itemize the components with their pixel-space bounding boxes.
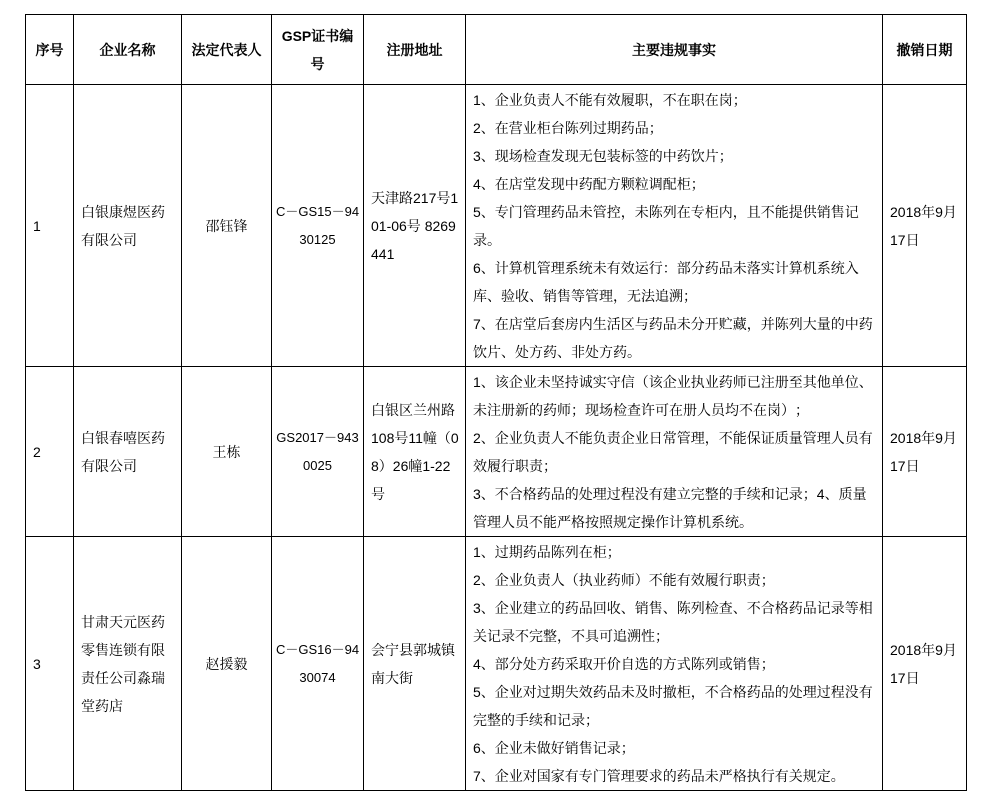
violations-list <box>473 368 877 536</box>
cell-violations <box>466 537 882 790</box>
gsp-certificate-number-text: C－GS16－9430074 <box>275 641 360 685</box>
header-label: 序号 <box>35 41 64 58</box>
violation-item: 2、企业负责人不能负责企业日常管理，不能保证质量管理人员有效履行职责； <box>473 429 873 474</box>
revocation-date-text: 2018年9月17日 <box>890 203 957 248</box>
cell-index <box>26 367 73 536</box>
registered-address-text: 白银区兰州路108号11幢（08）26幢1-22号 <box>371 401 459 502</box>
cell-violations <box>466 85 882 366</box>
violations-list <box>473 86 877 366</box>
header-registered-address <box>364 15 465 84</box>
table-row <box>26 85 966 366</box>
row-index-text: 2 <box>33 443 41 460</box>
cell-legal-representative <box>182 367 271 536</box>
header-label: 注册地址 <box>386 41 443 58</box>
header-index <box>26 15 73 84</box>
revocation-date-text: 2018年9月17日 <box>890 429 957 474</box>
header-label: 法定代表人 <box>191 41 262 58</box>
violation-item: 1、企业负责人不能有效履职，不在职在岗； <box>473 91 747 108</box>
violation-item: 1、该企业未坚持诚实守信（该企业执业药师已注册至其他单位、未注册新的药师；现场检查许可在册人员均不在岗）； <box>473 373 873 418</box>
cell-legal-representative <box>182 537 271 790</box>
company-name-text: 白银康煜医药有限公司 <box>81 203 165 248</box>
cell-index <box>26 537 73 790</box>
cell-registered-address <box>364 537 465 790</box>
cell-legal-representative <box>182 85 271 366</box>
cell-index <box>26 85 73 366</box>
header-legal-representative <box>182 15 271 84</box>
gsp-certificate-number-text: GS2017－9430025 <box>276 429 359 473</box>
table-header-row <box>26 15 966 84</box>
header-label: 企业名称 <box>99 41 156 58</box>
header-violations <box>466 15 882 84</box>
violation-item: 7、企业对国家有专门管理要求的药品未严格执行有关规定。 <box>473 767 845 784</box>
cell-gsp-certificate-number <box>272 85 363 366</box>
table-row <box>26 367 966 536</box>
gsp-certificate-number-text: C－GS15－9430125 <box>275 203 360 247</box>
header-revocation-date <box>883 15 966 84</box>
cell-violations <box>466 367 882 536</box>
violation-item: 4、在店堂发现中药配方颗粒调配柜； <box>473 175 705 192</box>
cell-registered-address <box>364 85 465 366</box>
violation-item: 2、企业负责人（执业药师）不能有效履行职责； <box>473 571 775 588</box>
table-row <box>26 537 966 790</box>
row-index-text: 1 <box>33 217 41 234</box>
header-gsp-certificate-number <box>272 15 363 84</box>
header-label: 撤销日期 <box>896 41 953 58</box>
violation-item: 5、专门管理药品未管控，未陈列在专柜内，且不能提供销售记录。 <box>473 203 859 248</box>
cell-gsp-certificate-number <box>272 537 363 790</box>
revocation-table <box>25 14 967 791</box>
legal-representative-text: 赵援毅 <box>205 655 248 672</box>
row-index-text: 3 <box>33 655 41 672</box>
header-label: 主要违规事实 <box>632 41 716 58</box>
legal-representative-text: 邵钰锋 <box>205 217 248 234</box>
cell-revocation-date <box>883 537 966 790</box>
violation-item: 6、企业未做好销售记录； <box>473 739 635 756</box>
violations-list <box>473 538 877 790</box>
cell-registered-address <box>364 367 465 536</box>
cell-revocation-date <box>883 367 966 536</box>
company-name-text: 甘肃天元医药零售连锁有限责任公司淼瑞堂药店 <box>81 613 165 714</box>
cell-company-name <box>74 367 181 536</box>
cell-gsp-certificate-number <box>272 367 363 536</box>
header-company-name <box>74 15 181 84</box>
company-name-text: 白银春嘻医药有限公司 <box>81 429 165 474</box>
violation-item: 5、企业对过期失效药品未及时撤柜，不合格药品的处理过程没有完整的手续和记录； <box>473 683 873 728</box>
violation-item: 7、在店堂后套房内生活区与药品未分开贮藏，并陈列大量的中药饮片、处方药、非处方药。 <box>473 315 873 360</box>
cell-revocation-date <box>883 85 966 366</box>
violation-item: 3、企业建立的药品回收、销售、陈列检查、不合格药品记录等相关记录不完整，不具可追溯性； <box>473 599 873 644</box>
violation-item: 6、计算机管理系统未有效运行：部分药品未落实计算机系统入库、验收、销售等管理，无法追溯； <box>473 259 859 304</box>
violation-item: 3、现场检查发现无包装标签的中药饮片； <box>473 147 733 164</box>
violation-item: 2、在营业柜台陈列过期药品； <box>473 119 663 136</box>
registered-address-text: 会宁县郭城镇南大街 <box>371 641 455 686</box>
violation-item: 1、过期药品陈列在柜； <box>473 543 621 560</box>
revocation-date-text: 2018年9月17日 <box>890 641 957 686</box>
violation-item: 3、不合格药品的处理过程没有建立完整的手续和记录；4、质量管理人员不能严格按照规定操作计算机系统。 <box>473 485 867 530</box>
registered-address-text: 天津路217号101-06号 8269441 <box>371 189 459 262</box>
cell-company-name <box>74 537 181 790</box>
violation-item: 4、部分处方药采取开价自选的方式陈列或销售； <box>473 655 775 672</box>
cell-company-name <box>74 85 181 366</box>
header-label: GSP证书编号 <box>281 27 354 72</box>
legal-representative-text: 王栋 <box>212 443 241 460</box>
